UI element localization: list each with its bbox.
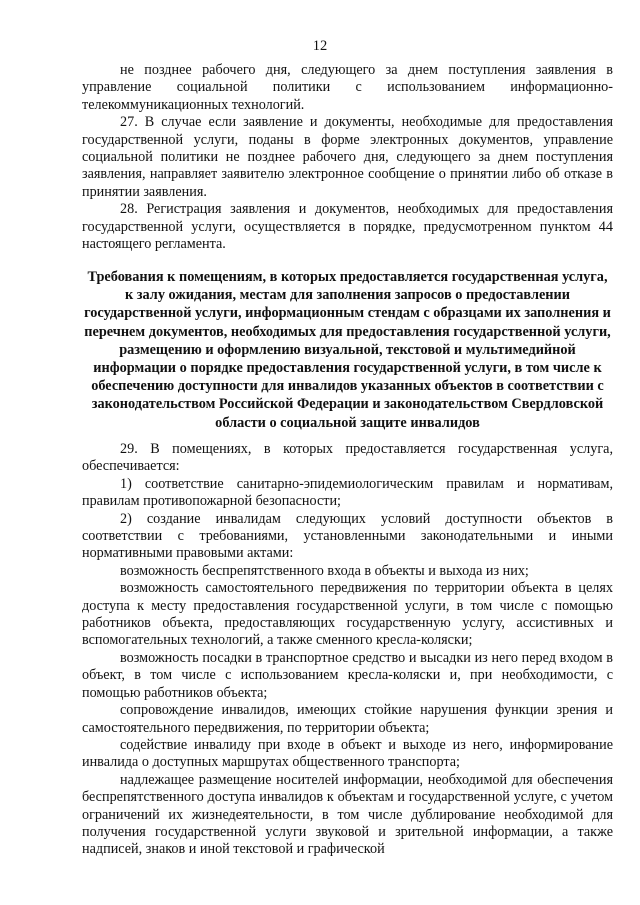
section-heading: Требования к помещениям, в которых предоставляется государственная услуга, к залу ожидания, местам для заполнения запросов о предоставлении государственной услуги, информационным стендам с образцами их заполнения и перечнем документов, необходимых для предоставления государственной услуги, размещению и оформлению визуальной, текстовой и мультимедийной информации о порядке предоставления государственной услуги, в том числе к обеспечению доступности для инвалидов указанных объектов в соответствии с законодательством Российской Федерации и законодательством Свердловской области о социальной защите инвалидов [84, 269, 611, 431]
paragraph: возможность беспрепятственного входа в объекты и выхода из них; [120, 562, 529, 579]
paragraph: надлежащее размещение носителей информации, необходимой для обеспечения беспрепятственного доступа инвалидов к объектам и государственной услуге, с учетом ограничений их жизнедеятельности, в том числе дублирование необходимой для получения государственной услуги звуковой и зрительной информации, а также надписей, знаков и иной текстовой и графической [82, 771, 613, 858]
paragraph: 29. В помещениях, в которых предоставляется государственная услуга, обеспечивается: [82, 441, 613, 475]
paragraph: 27. В случае если заявление и документы, необходимые для предоставления государственной услуги, поданы в форме электронных документов, управление социальной политики не позднее рабочего дня, следующего за днем поступления заявления, направляет заявителю электронное сообщение о принятии либо об отказе в принятии заявления. [82, 114, 613, 200]
text-block-1 [82, 62, 613, 253]
text-block-2 [82, 441, 613, 859]
paragraph: 1) соответствие санитарно-эпидемиологическим правилам и нормативам, правилам противопожарной безопасности; [82, 475, 613, 510]
page-number: 12 [312, 38, 328, 54]
paragraph: возможность посадки в транспортное средство и высадки из него перед входом в объект, в том числе с использованием кресла-коляски и, при необходимости, с помощью работников объекта; [82, 649, 613, 701]
paragraph: 2) создание инвалидам следующих условий доступности объектов в соответствии с требованиями, установленными законодательными и иными нормативными правовыми актами: [82, 510, 613, 562]
paragraph: 28. Регистрация заявления и документов, необходимых для предоставления государственной услуги, осуществляется в порядке, предусмотренном пунктом 44 настоящего регламента. [82, 201, 613, 253]
paragraph: содействие инвалиду при входе в объект и выходе из него, информирование инвалида о доступных маршрутах общественного транспорта; [82, 736, 613, 771]
paragraph: не позднее рабочего дня, следующего за днем поступления заявления в управление социальной политики с использованием информационно-телекоммуникационных технологий. [82, 62, 613, 113]
paragraph: возможность самостоятельного передвижения по территории объекта в целях доступа к месту предоставления государственной услуги, в том числе с помощью работников объекта, предоставляющих государственную услугу, ассистивных и вспомогательных технологий, а также сменного кресла-коляски; [82, 580, 613, 649]
paragraph: сопровождение инвалидов, имеющих стойкие нарушения функции зрения и самостоятельного передвижения, по территории объекта; [82, 702, 613, 736]
